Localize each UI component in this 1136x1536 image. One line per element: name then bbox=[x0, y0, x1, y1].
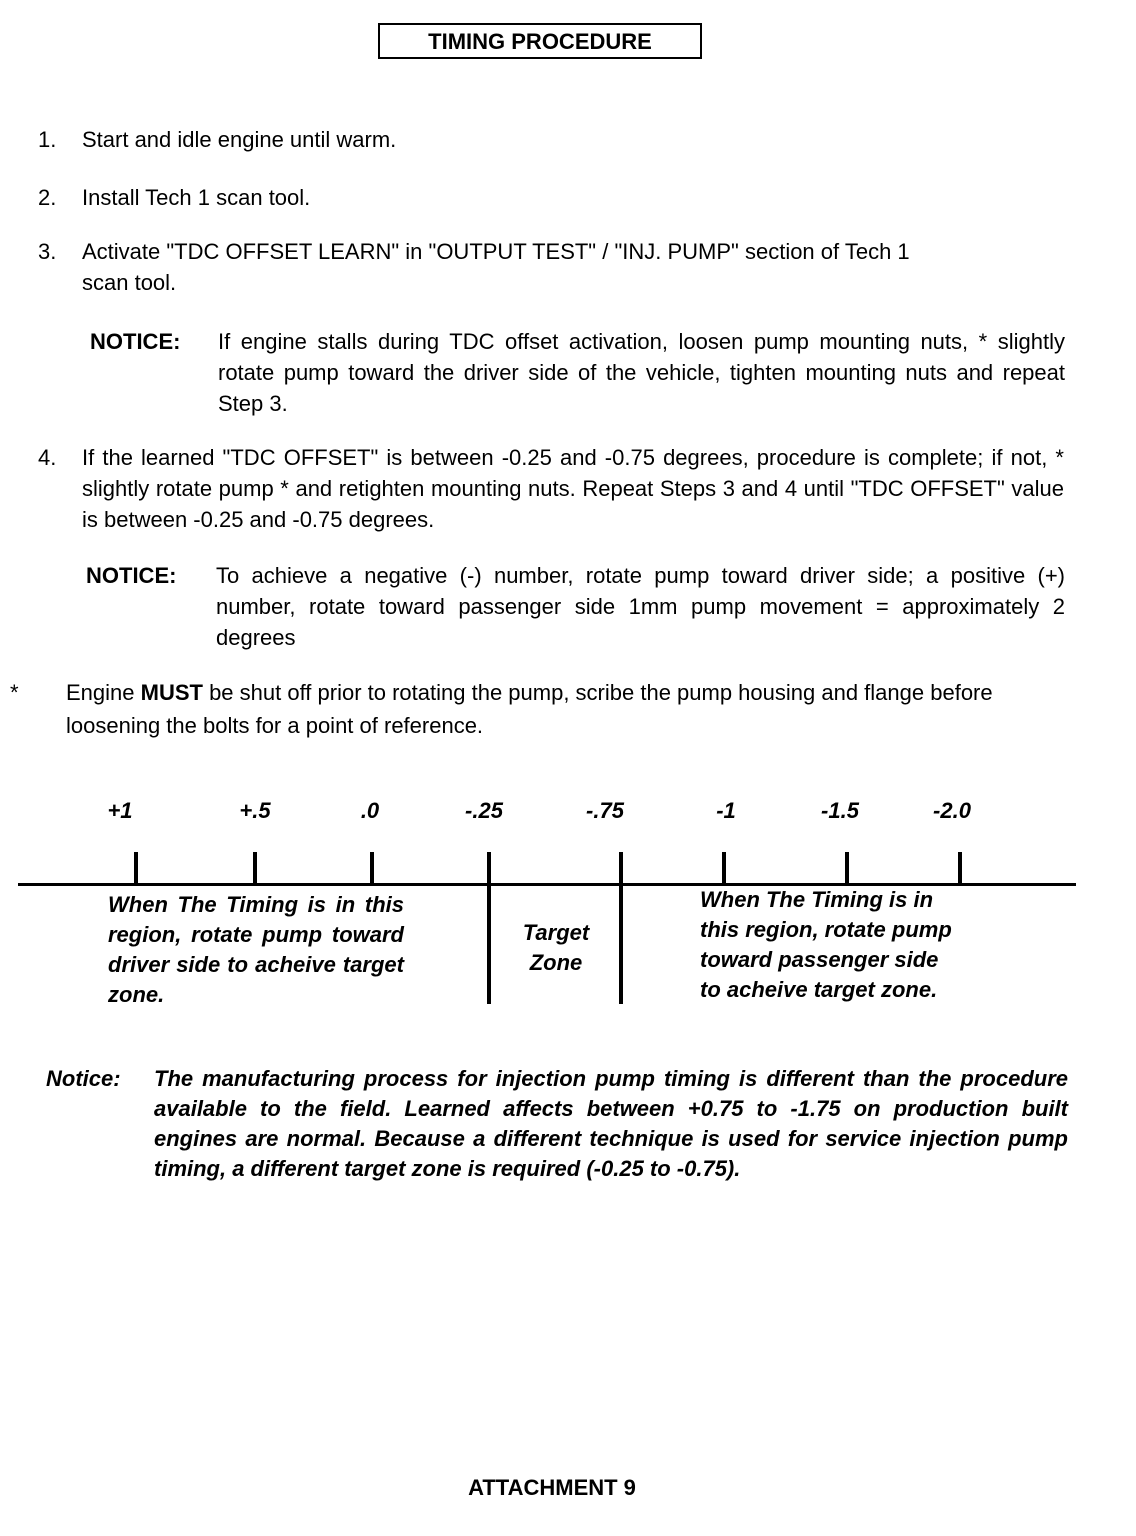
asterisk-marker: * bbox=[10, 680, 19, 705]
step-text bbox=[82, 236, 1072, 298]
region-line: to acheive target zone. bbox=[700, 977, 938, 1002]
timing-scale-diagram bbox=[0, 780, 1136, 1020]
passenger-side-region-text bbox=[700, 885, 1030, 1005]
note-text-emphasis: MUST bbox=[140, 680, 203, 705]
step-number: 4. bbox=[38, 445, 57, 470]
tick-label: -2.0 bbox=[933, 798, 971, 823]
step-text-line: scan tool. bbox=[82, 270, 177, 295]
step-number: 3. bbox=[38, 239, 57, 264]
target-zone-left-divider bbox=[487, 852, 491, 1004]
tick-label: .0 bbox=[360, 798, 380, 823]
tick-mark bbox=[253, 852, 257, 886]
attachment-footer: ATTACHMENT 9 bbox=[468, 1475, 636, 1500]
tick-mark bbox=[845, 852, 849, 886]
notice-text: The manufacturing process for injection pump timing is different than the procedure available to the field. Learned affects between +0.75 to -1.75 on production built engines are normal. Because a different technique is used for service injection pump timing, a different target zone is required (-0.25 to -0.75). bbox=[154, 1066, 1068, 1181]
step-text: Install Tech 1 scan tool. bbox=[82, 185, 311, 210]
target-zone-line: Zone bbox=[529, 950, 583, 975]
notice-label: NOTICE: bbox=[90, 329, 181, 354]
notice-text: If engine stalls during TDC offset activation, loosen pump mounting nuts, * slightly rotate pump toward the driver side of the vehicle, tighten mounting nuts and repeat Step 3. bbox=[218, 329, 1065, 416]
tick-mark bbox=[722, 852, 726, 886]
step-text: If the learned "TDC OFFSET" is between -0.25 and -0.75 degrees, procedure is complete; if not, * slightly rotate pump * and retighten mounting nuts. Repeat Steps 3 and 4 until "TDC OFFSET" value is between -0.25 and -0.75 degrees. bbox=[82, 445, 1064, 532]
target-zone-right-divider bbox=[619, 852, 623, 1004]
tick-mark bbox=[370, 852, 374, 886]
page-title: TIMING PROCEDURE bbox=[378, 23, 702, 59]
tick-mark bbox=[134, 852, 138, 886]
notice-label: Notice: bbox=[46, 1066, 121, 1091]
tick-label: -.75 bbox=[586, 798, 624, 823]
target-zone-label bbox=[493, 918, 619, 978]
target-zone-line: Target bbox=[522, 920, 590, 945]
driver-side-region-text: When The Timing is in this region, rotate pump toward driver side to acheive target zone. bbox=[108, 892, 404, 1007]
step-text: Start and idle engine until warm. bbox=[82, 127, 397, 152]
tick-label: -.25 bbox=[465, 798, 503, 823]
region-line: this region, rotate pump bbox=[700, 917, 952, 942]
tick-mark bbox=[958, 852, 962, 886]
region-line: When The Timing is in bbox=[700, 887, 934, 912]
step-number: 1. bbox=[38, 127, 57, 152]
note-text bbox=[66, 676, 1076, 742]
tick-label: -1.5 bbox=[821, 798, 859, 823]
tick-label: +.5 bbox=[239, 798, 271, 823]
step-text-line: Activate "TDC OFFSET LEARN" in "OUTPUT TEST" / "INJ. PUMP" section of Tech 1 bbox=[82, 239, 910, 264]
step-number: 2. bbox=[38, 185, 57, 210]
notice-label: NOTICE: bbox=[86, 563, 177, 588]
tick-label: +1 bbox=[107, 798, 133, 823]
note-text-pre: Engine bbox=[66, 680, 141, 705]
notice-text: To achieve a negative (-) number, rotate pump toward driver side; a positive (+) number, rotate toward passenger side 1mm pump movement = approximately 2 degrees bbox=[216, 563, 1065, 650]
region-line: toward passenger side bbox=[700, 947, 939, 972]
tick-label: -1 bbox=[716, 798, 736, 823]
note-text-post: be shut off prior to rotating the pump, scribe the pump housing and flange before loosening the bolts for a point of reference. bbox=[66, 680, 993, 738]
